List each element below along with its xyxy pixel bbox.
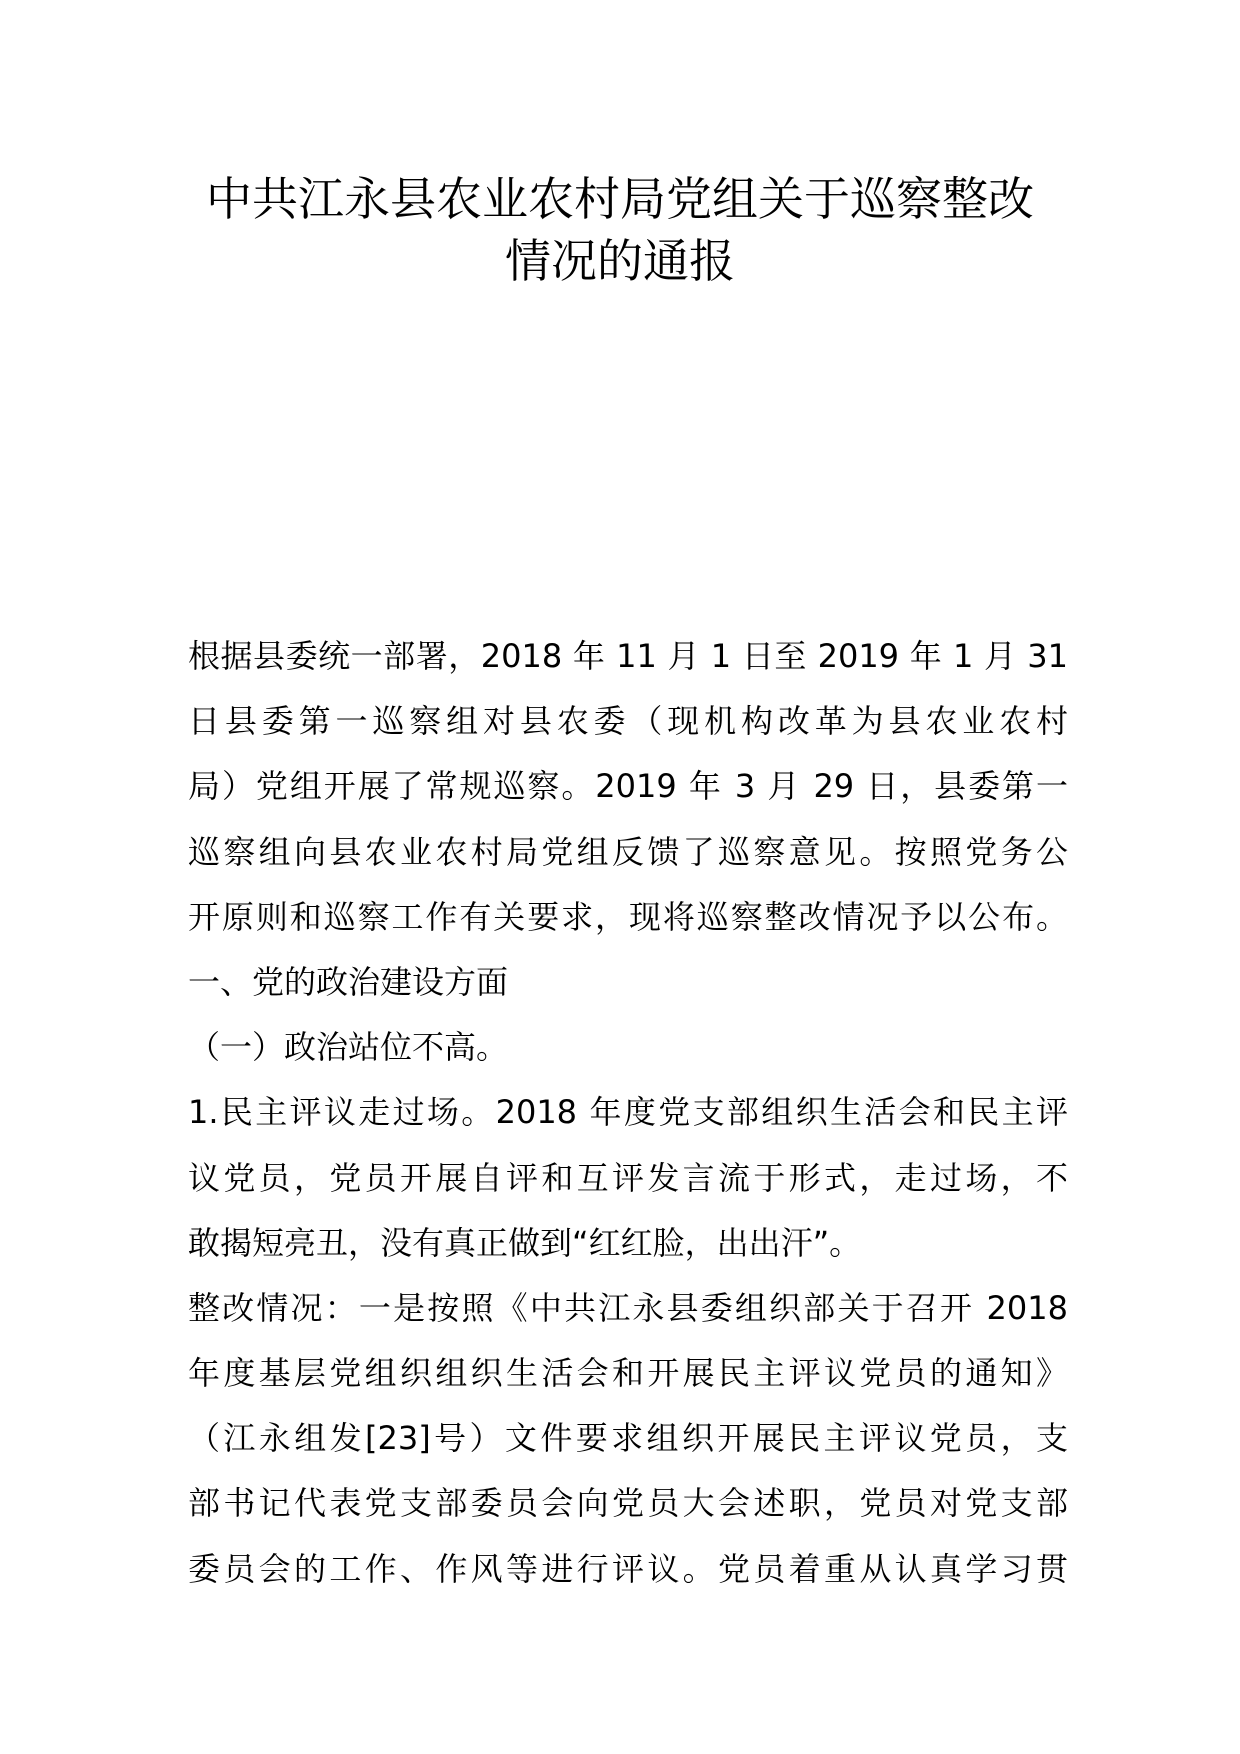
body-line: 整改情况：一是按照《中共江永县委组织部关于召开 2018 — [188, 1288, 1068, 1327]
section-heading: 一、党的政治建设方面 — [188, 962, 509, 1001]
body-line: 巡察组向县农业农村局党组反馈了巡察意见。按照党务公 — [188, 832, 1068, 871]
body-line: 年度基层党组织组织生活会和开展民主评议党员的通知》 — [188, 1354, 1068, 1393]
body-line: 局）党组开展了常规巡察。2019 年 3 月 29 日，县委第一 — [188, 767, 1068, 806]
body-line: 开原则和巡察工作有关要求，现将巡察整改情况予以公布。 — [188, 897, 1068, 936]
body-line: 根据县委统一部署，2018 年 11 月 1 日至 2019 年 1 月 31 — [188, 637, 1068, 675]
title-line: 情况的通报 — [505, 234, 735, 288]
document-body — [188, 624, 1068, 1602]
body-line: 日县委第一巡察组对县农委（现机构改革为县农业农村 — [188, 702, 1068, 741]
body-line: （江永组发[23]号）文件要求组织开展民主评议党员，支 — [188, 1419, 1068, 1458]
body-line: 敢揭短亮丑，没有真正做到“红红脸，出出汗”。 — [188, 1223, 862, 1262]
body-line: 1.民主评议走过场。2018 年度党支部组织生活会和民主评 — [188, 1093, 1068, 1132]
body-line: 部书记代表党支部委员会向党员大会述职，党员对党支部 — [188, 1484, 1068, 1523]
title-line: 中共江永县农业农村局党组关于巡察整改 — [206, 172, 1034, 226]
document-title — [150, 168, 1090, 292]
body-line: 委员会的工作、作风等进行评议。党员着重从认真学习贯 — [188, 1549, 1068, 1588]
body-line: 议党员，党员开展自评和互评发言流于形式，走过场，不 — [188, 1158, 1068, 1197]
subsection-heading: （一）政治站位不高。 — [188, 1028, 509, 1067]
